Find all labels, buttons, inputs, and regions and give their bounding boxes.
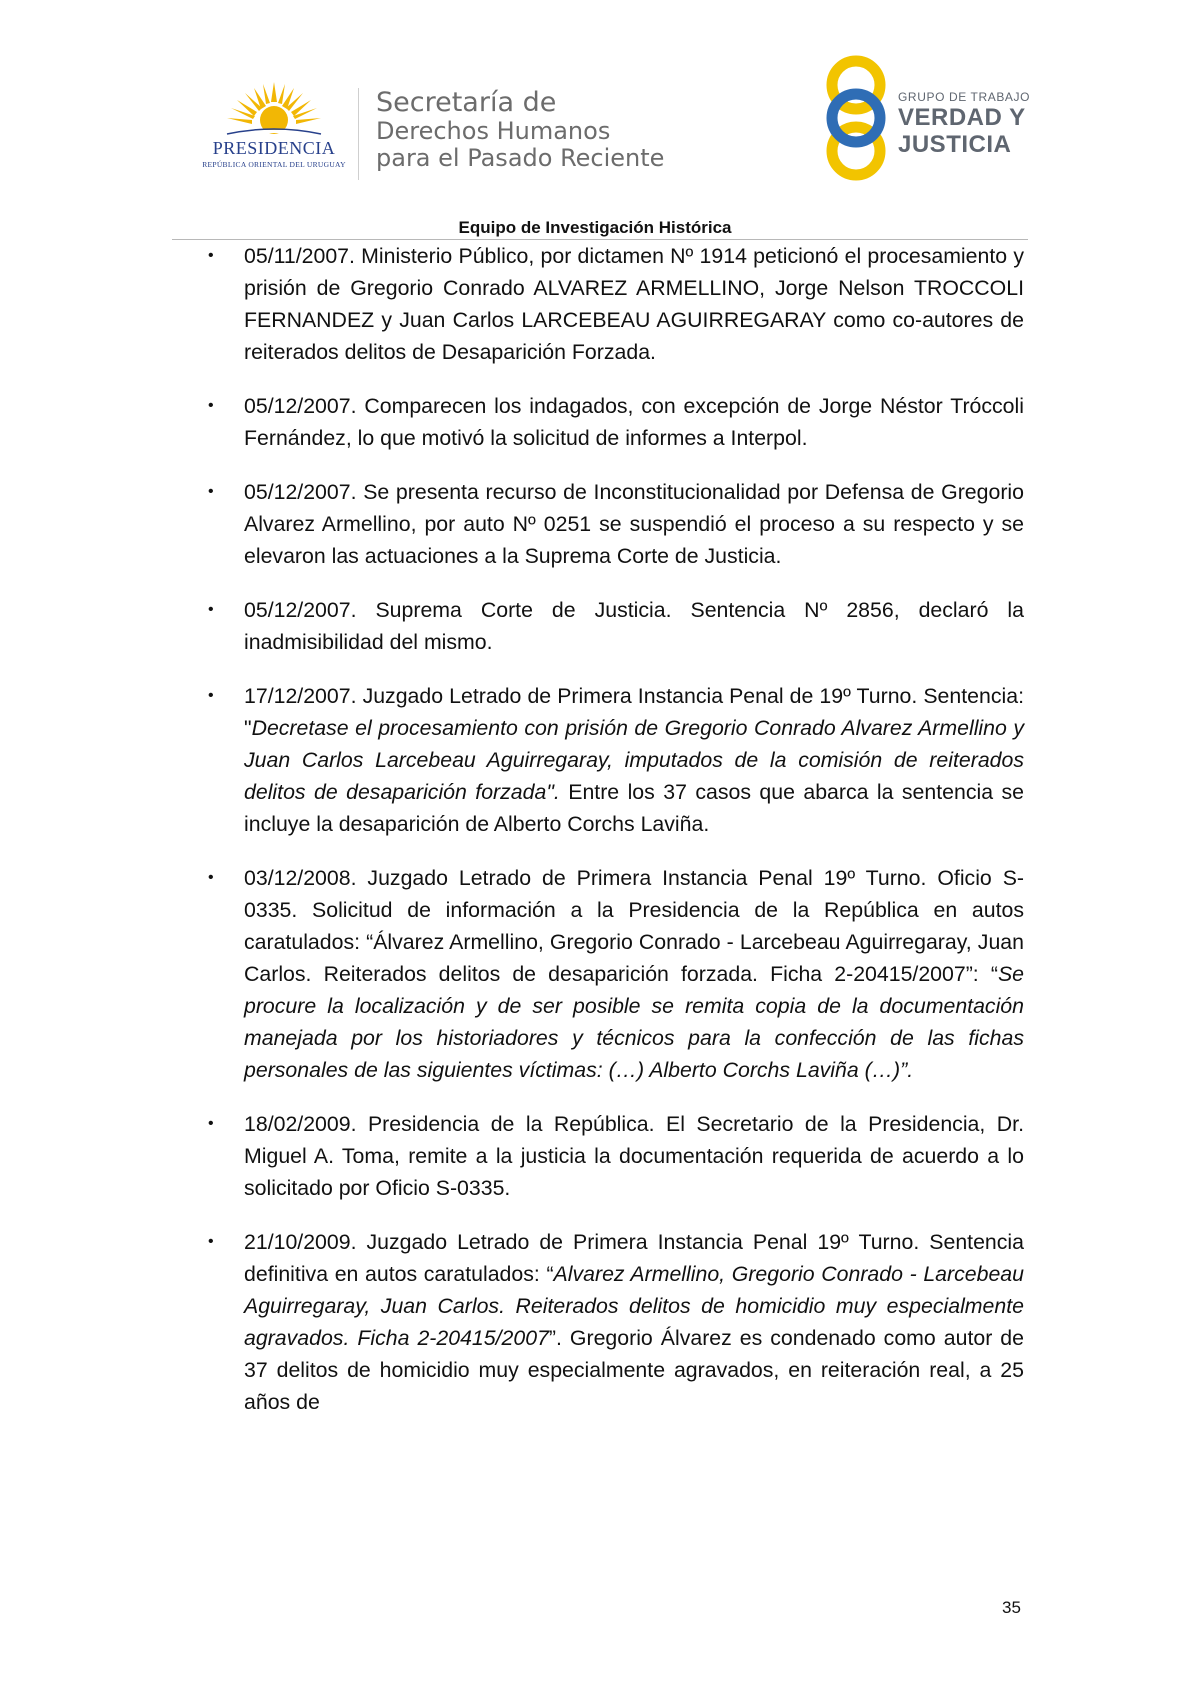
entry-text: Entre los 37 casos que abarca la sentencia se incluye la desaparición de Alberto Corchs Laviña. [244, 780, 1024, 836]
list-item [208, 240, 1024, 368]
entry-text: 03/12/2008. Juzgado Letrado de Primera Instancia Penal 19º Turno. Oficio S-0335. Solicitud de información a la Presidencia de la República en autos caratulados: “Álvarez Armellino, Gregorio Conrado - Larcebeau Aguirregaray, Juan Carlos. Reiterados delitos de desaparición forzada. Ficha 2-20415/2007”: “ [244, 866, 1024, 986]
entry-text: 21/10/2009. Juzgado Letrado de Primera Instancia Penal 19º Turno. Sentencia definitiva en autos caratulados: “ [244, 1230, 1024, 1286]
entry-text: 18/02/2009. Presidencia de la República. El Secretario de la Presidencia, Dr. Miguel A. Toma, remite a la justicia la documentación requerida de acuerdo a lo solicitado por Oficio S-0335. [244, 1112, 1024, 1200]
entry-text: 05/12/2007. Suprema Corte de Justicia. Sentencia Nº 2856, declaró la inadmisibilidad del mismo. [244, 598, 1024, 654]
entry-quote: Se procure la localización y de ser posible se remita copia de la documentación manejada por los historiadores y técnicos para la confección de las fichas personales de las siguientes víctimas: (…) Alberto Corchs Laviña (…)”. [244, 962, 1024, 1082]
presidencia-subtitle: REPÚBLICA ORIENTAL DEL URUGUAY [202, 160, 346, 169]
entry-text: 05/11/2007. Ministerio Público, por dictamen Nº 1914 peticionó el procesamiento y prisión de Gregorio Conrado ALVAREZ ARMELLINO, Jorge Nelson TROCCOLI FERNANDEZ y Juan Carlos LARCEBEAU AGUIRREGARAY como co-autores de reiterados delitos de Desaparición Forzada. [244, 244, 1024, 364]
presidencia-logo [198, 80, 350, 176]
gt-line-1: GRUPO DE TRABAJO [898, 90, 1031, 104]
entry-quote: Decretase el procesamiento con prisión de Gregorio Conrado Alvarez Armellino y Juan Carlos Larcebeau Aguirregaray, imputados de la comisión de reiterados delitos de desaparición forzada". [244, 716, 1024, 804]
team-heading: Equipo de Investigación Histórica [458, 218, 732, 237]
secretaria-line-3: para el Pasado Reciente [376, 144, 665, 172]
bullet-icon: • [208, 869, 214, 886]
bullet-icon: • [208, 397, 214, 414]
bullet-icon: • [208, 601, 214, 618]
page-number: 35 [1002, 1598, 1021, 1617]
presidencia-name: PRESIDENCIA [212, 138, 336, 158]
header-divider [358, 88, 359, 180]
sun-of-may-icon [219, 80, 329, 142]
list-item [208, 1108, 1024, 1204]
entry-quote: Alvarez Armellino, Gregorio Conrado - Larcebeau Aguirregaray, Juan Carlos. Reiterados delitos de homicidio muy especialmente agravados. Ficha 2-20415/2007 [244, 1262, 1024, 1350]
list-item [208, 862, 1024, 1086]
bullet-icon: • [208, 483, 214, 500]
bullet-icon: • [208, 247, 214, 264]
bullet-icon: • [208, 687, 214, 704]
grupo-trabajo-text [898, 90, 1030, 158]
secretaria-title [376, 88, 706, 172]
page-header [0, 0, 1190, 240]
entry-text: ”. Gregorio Álvarez es condenado como autor de 37 delitos de homicidio muy especialmente agravados, en reiteración real, a 25 años de [244, 1326, 1024, 1414]
secretaria-line-1: Secretaría de [376, 87, 557, 118]
list-item [208, 680, 1024, 840]
bullet-icon: • [208, 1115, 214, 1132]
secretaria-line-2: Derechos Humanos [376, 117, 611, 145]
list-item [208, 594, 1024, 658]
entry-text: 17/12/2007. Juzgado Letrado de Primera Instancia Penal de 19º Turno. Sentencia: " [244, 684, 1024, 740]
bullet-icon: • [208, 1233, 214, 1250]
entry-text: 05/12/2007. Comparecen los indagados, con excepción de Jorge Néstor Tróccoli Fernández, lo que motivó la solicitud de informes a Interpol. [244, 394, 1024, 450]
chronology-list [208, 240, 1024, 1440]
list-item [208, 476, 1024, 572]
entry-text: 05/12/2007. Se presenta recurso de Inconstitucionalidad por Defensa de Gregorio Alvarez Armellino, por auto Nº 0251 se suspendió el proceso a su respecto y se elevaron las actuaciones a la Suprema Corte de Justicia. [244, 480, 1024, 568]
gt-line-2: VERDAD Y [898, 104, 1026, 131]
gt-line-3: JUSTICIA [898, 131, 1012, 158]
list-item [208, 1226, 1024, 1418]
list-item [208, 390, 1024, 454]
